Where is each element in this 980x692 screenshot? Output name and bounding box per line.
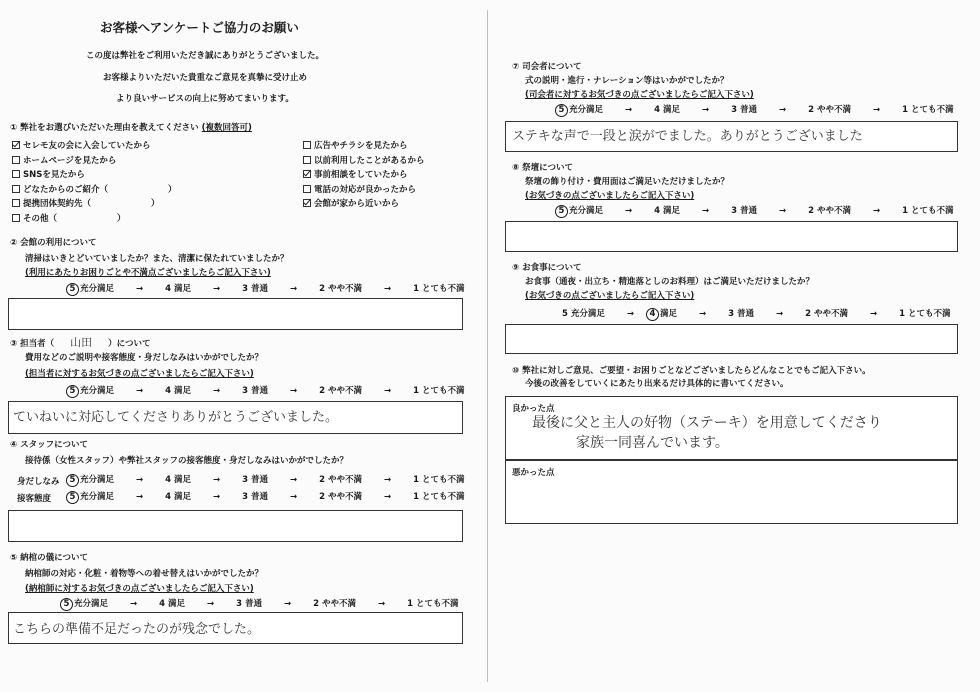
q4-row2-label: 接客態度 xyxy=(17,494,52,504)
q2-rating-scale: 5 充分満足 → 4 満足 → 3 普通 → 2 やや不満 → 1 とても不満 xyxy=(66,283,465,296)
q4-row2-scale: 5 充分満足 → 4 満足 → 3 普通 → 2 やや不満 → 1 とても不満 xyxy=(66,491,465,504)
q2-selected-circle: 5 xyxy=(66,283,79,296)
q1-right-checkbox-4[interactable] xyxy=(303,199,311,207)
q8-note: (お気づきの点ございましたらご記入下さい) xyxy=(525,191,695,201)
q10-good-line-2: 家族一同喜んでいます。 xyxy=(576,435,729,451)
q1-right-checkbox-0[interactable] xyxy=(303,141,311,149)
q1-left-checkbox-3[interactable] xyxy=(12,185,20,193)
q5-heading: ⑤ 納棺の儀について xyxy=(10,553,88,563)
q1-left-option-label-3: どなたからのご紹介（ xyxy=(23,184,109,195)
column-divider xyxy=(487,10,488,682)
q1-left-checkbox-1[interactable] xyxy=(12,156,20,164)
q1-right-option-label-2: 事前相談をしていたから xyxy=(314,170,408,180)
q9-comment-box[interactable] xyxy=(505,324,958,354)
q7-comment: ステキな声で一段と涙がでました。ありがとうございました xyxy=(512,129,863,144)
intro-line-2: お客様よりいただいた貴重なご意見を真摯に受け止め xyxy=(103,73,308,83)
q1-right-option-label-0: 広告やチラシを見たから xyxy=(314,141,408,151)
q10-bad-box[interactable] xyxy=(505,460,958,524)
q1-left-option-3[interactable]: どなたからのご紹介（ ） xyxy=(12,185,177,196)
q1-right-option-4[interactable] xyxy=(303,199,399,210)
q1-left-option-label-4: 提携団体契約先（ xyxy=(23,199,92,209)
q5-note: (納棺師に対するお気づきの点ございましたらご記入下さい) xyxy=(25,584,254,594)
q10-bad-label: 悪かった点 xyxy=(512,468,555,478)
q9-question: お食事（通夜・出立ち・精進落としのお料理）はご満足いただけましたか？ xyxy=(525,277,815,287)
q3-question: 費用などのご説明や接客態度・身だしなみはいかがでしたか？ xyxy=(25,353,264,363)
q4-row1-selected-circle: 5 xyxy=(66,474,79,487)
q3-note: (担当者に対するお気づきの点ございましたらご記入下さい) xyxy=(25,369,254,379)
q1-left-option-label-2: SNSを見たから xyxy=(23,170,85,180)
q5-comment: こちらの準備不足だったのが残念でした。 xyxy=(13,622,261,637)
q3-selected-circle: 5 xyxy=(66,385,79,398)
q10-good-label: 良かった点 xyxy=(512,404,555,414)
q4-row1-label: 身だしなみ xyxy=(17,477,60,487)
q1-right-option-2[interactable] xyxy=(303,170,408,181)
q4-heading: ④ スタッフについて xyxy=(10,440,88,450)
q7-comment-box[interactable] xyxy=(505,121,958,152)
q2-comment-box[interactable] xyxy=(8,298,463,330)
q1-right-option-0[interactable] xyxy=(303,141,408,152)
q5-rating-scale: 5 充分満足 → 4 満足 → 3 普通 → 2 やや不満 → 1 とても不満 xyxy=(60,598,459,611)
q4-row2-selected-circle: 5 xyxy=(66,491,79,504)
q5-comment-box[interactable] xyxy=(8,612,463,644)
q2-note: (利用にあたりお困りごとや不満点ございましたらご記入下さい) xyxy=(25,268,271,278)
q7-heading: ⑦ 司会者について xyxy=(512,62,582,72)
q8-heading: ⑧ 祭壇について xyxy=(512,163,573,173)
intro-line-3: より良いサービスの向上に努めてまいります。 xyxy=(116,94,294,104)
q1-left-option-4[interactable]: 提携団体契約先（ ） xyxy=(12,199,160,210)
q1-note: (複数回答可) xyxy=(201,123,252,133)
q4-row1-scale: 5 充分満足 → 4 満足 → 3 普通 → 2 やや不満 → 1 とても不満 xyxy=(66,474,465,487)
q7-question: 式の説明・進行・ナレーション等はいかがでしたか？ xyxy=(525,76,729,86)
q10-subtext: 今後の改善をしていくにあたり出来るだけ具体的に書いてください。 xyxy=(525,379,789,389)
q9-rating-scale: 5 充分満足 → 4 満足 → 3 普通 → 2 やや不満 → 1 とても不満 xyxy=(562,309,951,319)
q10-good-line-1: 最後に父と主人の好物（ステーキ）を用意してくださり xyxy=(532,415,882,431)
q1-left-checkbox-4[interactable] xyxy=(12,199,20,207)
q3-heading: ③ 担当者（ 山田 ）について xyxy=(10,336,151,349)
q2-heading: ② 会館の利用について xyxy=(10,238,97,248)
q1-heading: ① 弊社をお選びいただいた理由を教えてください (複数回答可) xyxy=(10,123,252,133)
q1-right-option-label-4: 会館が家から近いから xyxy=(314,199,400,209)
q1-left-option-2[interactable] xyxy=(12,170,85,181)
q1-left-option-label-5: その他（ xyxy=(23,213,58,224)
q9-note: (お気づきの点ございましたらご記入下さい) xyxy=(525,291,695,301)
q1-left-checkbox-0[interactable] xyxy=(12,141,20,149)
q8-question: 祭壇の飾り付け・費用面はご満足いただけましたか？ xyxy=(525,177,730,187)
q1-right-checkbox-2[interactable] xyxy=(303,170,311,178)
q1-right-option-label-3: 電話の対応が良かったから xyxy=(314,184,417,195)
q3-comment-box[interactable] xyxy=(8,401,463,434)
q1-right-option-3[interactable] xyxy=(303,185,416,196)
q1-right-checkbox-3[interactable] xyxy=(303,185,311,193)
q1-right-option-1[interactable] xyxy=(303,156,425,167)
q1-left-option-1[interactable] xyxy=(12,156,116,167)
q1-left-option-0[interactable] xyxy=(12,141,151,152)
q5-question: 納棺師の対応・化粧・着物等への着せ替えはいかがでしたか？ xyxy=(25,569,264,579)
q7-selected-circle: 5 xyxy=(555,104,568,117)
q2-question: 清掃はいきとどいていましたか？また、清潔に保たれていましたか？ xyxy=(25,254,289,264)
q1-right-checkbox-1[interactable] xyxy=(303,156,311,164)
q9-heading: ⑨ お食事について xyxy=(512,263,582,273)
q5-selected-circle: 5 xyxy=(60,598,73,611)
q3-comment: ていねいに対応してくださりありがとうございました。 xyxy=(13,410,339,425)
q1-right-option-label-1: 以前利用したことがあるから xyxy=(314,155,425,166)
q8-comment-box[interactable] xyxy=(505,221,958,252)
intro-line-1: この度は弊社をご利用いただき誠にありがとうございました。 xyxy=(86,51,325,61)
q1-left-option-label-0: セレモ友の会に入会していたから xyxy=(23,141,151,151)
q3-rating-scale: 5 充分満足 → 4 満足 → 3 普通 → 2 やや不満 → 1 とても不満 xyxy=(66,385,465,398)
q7-note: (司会者に対するお気づきの点ございましたらご記入下さい) xyxy=(525,90,754,100)
q10-good-box[interactable] xyxy=(505,396,958,460)
q7-rating-scale: 5 充分満足 → 4 満足 → 3 普通 → 2 やや不満 → 1 とても不満 xyxy=(555,104,954,117)
q8-rating-scale: 5 充分満足 → 4 満足 → 3 普通 → 2 やや不満 → 1 とても不満 xyxy=(555,205,954,218)
survey-title: お客様へアンケートご協力のお願い xyxy=(100,20,299,35)
q8-selected-circle: 5 xyxy=(555,205,568,218)
q9-selected-circle: 4 xyxy=(646,308,659,321)
q1-left-checkbox-2[interactable] xyxy=(12,170,20,178)
q1-left-checkbox-5[interactable] xyxy=(12,214,20,222)
q1-left-option-5[interactable]: その他（ ） xyxy=(12,214,126,225)
q10-heading: ⑩ 弊社に対しご意見、ご要望・お困りごとなどございましたらどんなことでもご記入下さい。 xyxy=(512,366,871,376)
q3-staff-name: 山田 xyxy=(70,336,93,349)
q4-comment-box[interactable] xyxy=(8,510,463,542)
q1-left-option-label-1: ホームページを見たから xyxy=(23,155,117,166)
q4-question: 接待係（女性スタッフ）や弊社スタッフの接客態度・身だしなみはいかがでしたか？ xyxy=(25,456,349,466)
